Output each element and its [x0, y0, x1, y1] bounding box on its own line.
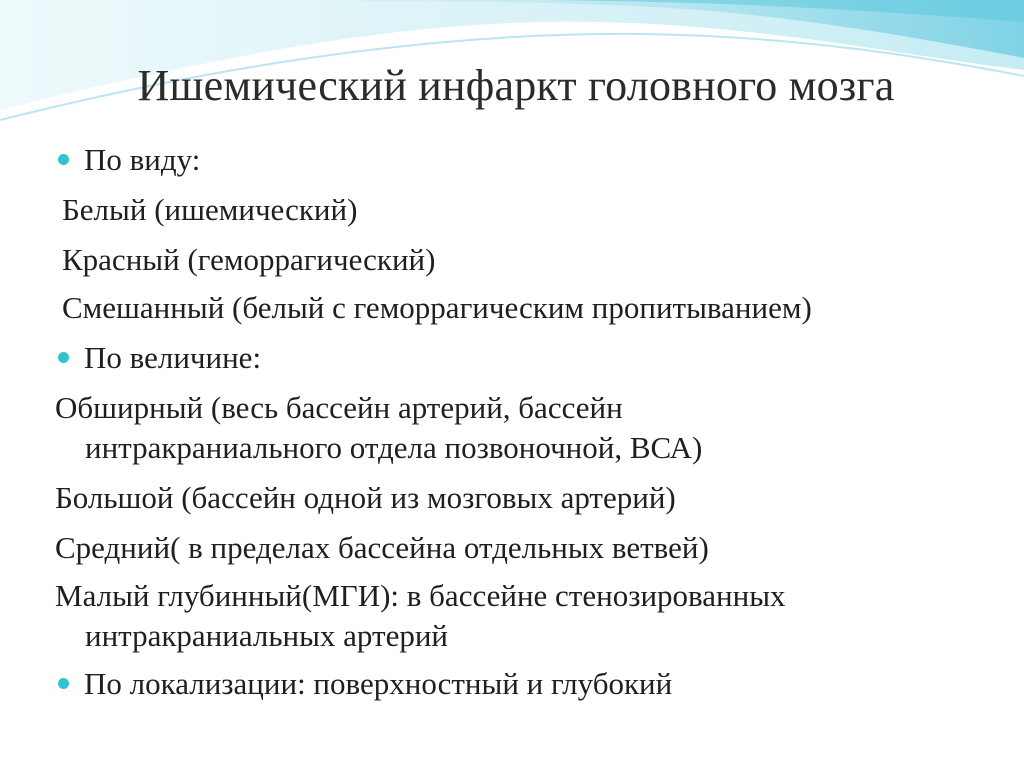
list-item: Малый глубинный(МГИ): в бассейне стенозированных [55, 578, 786, 613]
list-item-heading: По локализации: поверхностный и глубокий [84, 666, 673, 701]
slide-title: Ишемический инфаркт головного мозга [137, 61, 895, 110]
teal-dot-bullet-icon [58, 352, 69, 363]
teal-dot-bullet-icon [58, 154, 69, 165]
list-item: Белый (ишемический) [62, 192, 358, 227]
list-item: Большой (бассейн одной из мозговых артерий) [55, 480, 676, 515]
list-item: Средний( в пределах бассейна отдельных ветвей) [55, 530, 709, 565]
list-item: Красный (геморрагический) [62, 242, 436, 277]
list-item-heading: По виду: [84, 142, 201, 177]
list-item-heading: По величине: [84, 340, 262, 375]
list-item: Смешанный (белый с геморрагическим пропитыванием) [62, 290, 812, 325]
list-item: Обширный (весь бассейн артерий, бассейн [55, 390, 623, 425]
list-item-continuation: интракраниального отдела позвоночной, ВСА) [85, 430, 703, 465]
teal-dot-bullet-icon [58, 678, 69, 689]
list-item-continuation: интракраниальных артерий [85, 618, 449, 653]
